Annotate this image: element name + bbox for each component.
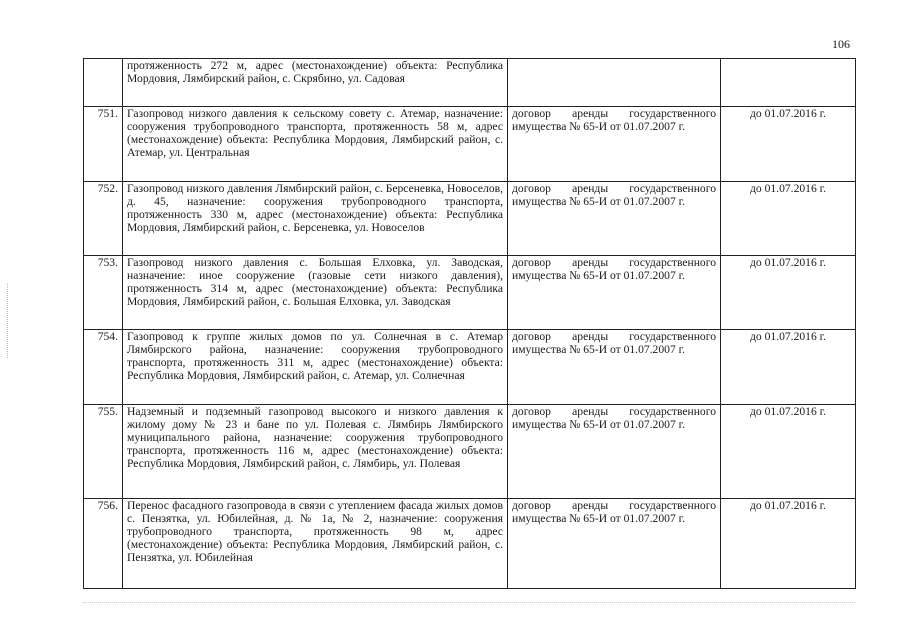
row-number: 755. bbox=[84, 405, 123, 499]
lease-basis: договор аренды государственного имущества № 65-И от 01.07.2007 г. bbox=[508, 499, 721, 589]
lease-term: до 01.07.2016 г. bbox=[721, 405, 856, 499]
object-description: Газопровод низкого давления к сельскому совету с. Атемар, назначение: сооружения трубопроводного транспорта, протяженность 58 м, адрес (местонахождение) объекта: Республика Мордовия, Лямбирский район, с. Атемар, ул. Центральная bbox=[123, 107, 508, 182]
lease-term: до 01.07.2016 г. bbox=[721, 107, 856, 182]
table-row bbox=[84, 499, 856, 589]
lease-basis: договор аренды государственного имущества № 65-И от 01.07.2007 г. bbox=[508, 256, 721, 330]
lease-term: до 01.07.2016 г. bbox=[721, 330, 856, 405]
bottom-dotted-rule bbox=[83, 602, 855, 604]
margin-binding-marks bbox=[7, 283, 11, 358]
object-description: Перенос фасадного газопровода в связи с утеплением фасада жилых домов с. Пензятка, ул. Юбилейная, д. № 1а, № 2, назначение: сооружения трубопроводного транспорта, протяженность 98 м, адрес (местонахождение) объекта: Республика Мордовия, Лямбирский район, с. Пензятка, ул. Юбилейная bbox=[123, 499, 508, 589]
row-number: 751. bbox=[84, 107, 123, 182]
lease-basis bbox=[508, 59, 721, 107]
table-row bbox=[84, 330, 856, 405]
lease-basis: договор аренды государственного имущества № 65-И от 01.07.2007 г. bbox=[508, 107, 721, 182]
property-registry-table bbox=[83, 58, 856, 589]
lease-term: до 01.07.2016 г. bbox=[721, 182, 856, 256]
table-row bbox=[84, 405, 856, 499]
table-row bbox=[84, 256, 856, 330]
lease-term bbox=[721, 59, 856, 107]
row-number: 756. bbox=[84, 499, 123, 589]
row-number bbox=[84, 59, 123, 107]
table-row bbox=[84, 59, 856, 107]
lease-basis: договор аренды государственного имущества № 65-И от 01.07.2007 г. bbox=[508, 405, 721, 499]
object-description: Надземный и подземный газопровод высокого и низкого давления к жилому дому № 23 и бане по ул. Полевая с. Лямбирь Лямбирского муниципального района, назначение: сооружения трубопроводного транспорта, протяженность 116 м, адрес (местонахождение) объекта: Республика Мордовия, Лямбирский район, с. Лямбирь, ул. Полевая bbox=[123, 405, 508, 499]
object-description: протяженность 272 м, адрес (местонахождение) объекта: Республика Мордовия, Лямбирский район, с. Скрябино, ул. Садовая bbox=[123, 59, 508, 107]
row-number: 752. bbox=[84, 182, 123, 256]
lease-term: до 01.07.2016 г. bbox=[721, 256, 856, 330]
table-row bbox=[84, 182, 856, 256]
page-number: 106 bbox=[832, 37, 850, 51]
object-description: Газопровод низкого давления с. Большая Елховка, ул. Заводская, назначение: иное сооружение (газовые сети низкого давления), протяженность 314 м, адрес (местонахождение) объекта: Республика Мордовия, Лямбирский район, с. Большая Елховка, ул. Заводская bbox=[123, 256, 508, 330]
table-row bbox=[84, 107, 856, 182]
object-description: Газопровод низкого давления Лямбирский район, с. Берсеневка, Новоселов, д. 45, назначение: сооружения трубопроводного транспорта, протяженность 330 м, адрес (местонахождение) объекта: Республика Мордовия, Лямбирский район, с. Берсеневка, ул. Новоселов bbox=[123, 182, 508, 256]
row-number: 753. bbox=[84, 256, 123, 330]
lease-basis: договор аренды государственного имущества № 65-И от 01.07.2007 г. bbox=[508, 182, 721, 256]
object-description: Газопровод к группе жилых домов по ул. Солнечная в с. Атемар Лямбирского района, назначение: сооружения трубопроводного транспорта, протяженность 311 м, адрес (местонахождение) объекта: Республика Мордовия, Лямбирский район, с. Атемар, ул. Солнечная bbox=[123, 330, 508, 405]
row-number: 754. bbox=[84, 330, 123, 405]
lease-basis: договор аренды государственного имущества № 65-И от 01.07.2007 г. bbox=[508, 330, 721, 405]
lease-term: до 01.07.2016 г. bbox=[721, 499, 856, 589]
